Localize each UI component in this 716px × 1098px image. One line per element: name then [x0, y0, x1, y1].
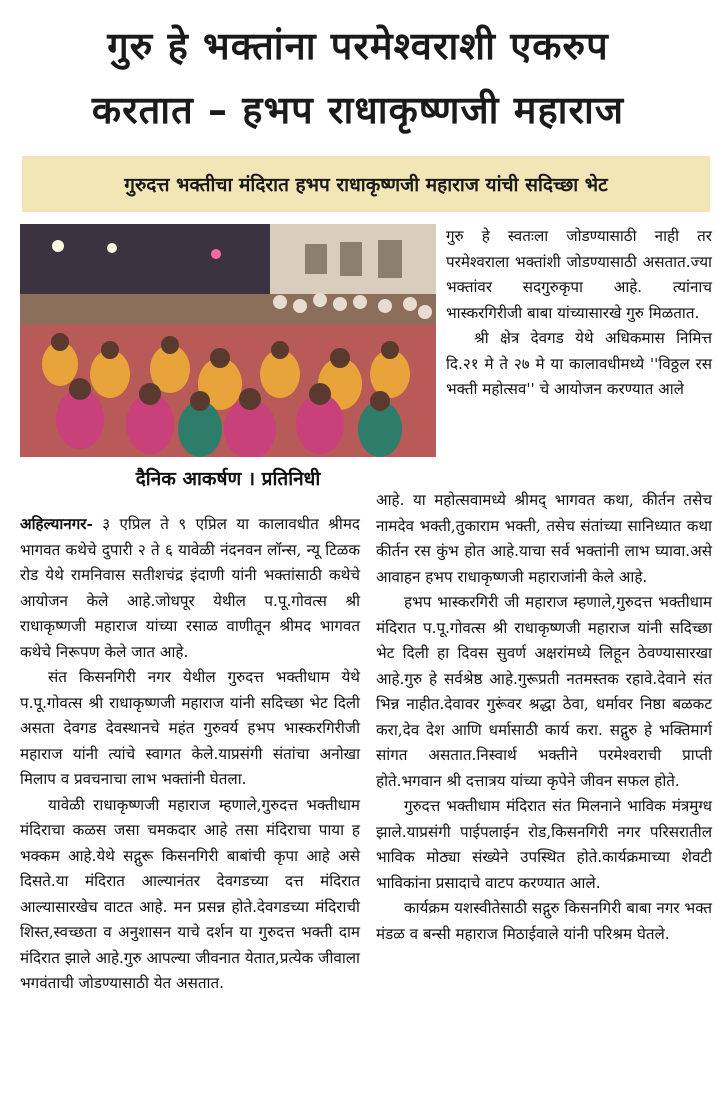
paragraph-4: गुरु हे स्वतःला जोडण्यासाठी नाही तर परमेश्वराला भक्तांशी जोडण्यासाठी असतात.ज्या भक्तांवर सदगुरुकृपा आहे. त्यांनाच भास्करगिरीजी बाबा यांच्यासारखे गुरु मिळतात. [446, 227, 712, 322]
paragraph-8: कार्यक्रम यशस्वीतेसाठी सद्गुरु किसनगिरी बाबा नगर भक्त मंडळ व बन्सी महाराज मिठाईवाले यांनी परिश्रम घेतले. [376, 899, 712, 943]
paragraph-7: गुरुदत्त भक्तीधाम मंदिरात संत मिलनाने भाविक मंत्रमुग्ध झाले.याप्रसंगी पाईपलाईन रोड,किसनगिरी नगर परिसरातील भाविक मोठ्या संख्येने उपस्थित होते.कार्यक्रमाच्या शेवटी भाविकांना प्रसादाचे वाटप करण्यात आले. [376, 797, 712, 892]
subheadline-banner [22, 156, 710, 212]
article-column-right-bottom [376, 488, 712, 947]
paragraph-2: संत किसनगिरी नगर येथील गुरुदत्त भक्तीधाम येथे प.पू.गोवत्स श्री राधाकृष्णजी महाराज यांनी सदिच्छा भेट दिली असता देवगड देवस्थानचे महंत गुरुवर्य हभप भास्करगिरीजी महाराज यांनी त्यांचे स्वागत केले.याप्रसंगी संतांचा अनोखा मिलाप व प्रवचनाचा लाभ भक्तांनी घेतला. [20, 668, 360, 788]
headline-line-1: गुरु हे भक्तांना परमेश्वराशी एकरुप [107, 24, 609, 68]
paragraph-3: यावेळी राधाकृष्णजी महाराज म्हणाले,गुरुदत्त भक्तीधाम मंदिराचा कळस जसा चमकदार आहे तसा मंदिराचा पाया ह भक्कम आहे.येथे सद्गुरू किसनगिरी बाबांची कृपा आहे असे दिसते.या मंदिरात आल्यानंतर देवगडच्या दत्त मंदिरात आल्यासारखेच वाटत आहे. मन प्रसन्न होते.देवगडच्या मंदिराची शिस्त,स्वच्छता व अनुशासन याचे दर्शन या गुरुदत्त भक्ती दाम मंदिरात झाले आहे.गुरु आपल्या जीवनात येतात,प्रत्येक जीवाला भगवंताची जोडण्यासाठी येत असतात. [20, 795, 360, 992]
paragraph-5: श्री क्षेत्र देवगड येथे अधिकमास निमित्त दि.२१ मे ते २७ मे या कालावधीमध्ये ''विठ्ठल रस भक्ती महोत्सव'' चे आयोजन करण्यात आले [446, 329, 712, 398]
paragraph-6: हभप भास्करगिरी जी महाराज म्हणाले,गुरुदत्त भक्तीधाम मंदिरात प.पू.गोवत्स श्री राधाकृष्णजी महाराज यांनी सदिच्छा भेट दिली हा दिवस सुवर्ण अक्षरांमध्ये लिहून ठेवण्यासारखा आहे.गुरु हे सर्वश्रेष्ठ आहे.गुरूप्रती नतमस्तक रहावे.देवाने संत भिन्न नाहीत.देवावर गुरूंवर श्रद्धा ठेवा, धर्मावर निष्ठा बळकट करा,देव देश आणि धर्मासाठी कार्य करा. सद्गुरु हे भक्तिमार्ग सांगत असतात.निस्वार्थ भक्तीने परमेश्वराची प्राप्ती होते.भगवान श्री दत्तात्रय यांच्या कृपेने जीवन सफल होते. [376, 593, 712, 790]
paragraph-1 [20, 512, 360, 665]
paragraph-5-continued: आहे. या महोत्सवामध्ये श्रीमद् भागवत कथा, कीर्तन तसेच नामदेव भक्ती,तुकाराम भक्ती, तसेच संतांच्या सानिध्यात कथा कीर्तन रस कुंभ होत आहे.याचा सर्व भक्तांनी लाभ घ्यावा.असे आवाहन हभप राधाकृष्णजी महाराजांनी केले आहे. [376, 491, 712, 586]
dateline: अहिल्यानगर- [20, 515, 93, 533]
event-photo-illustration [20, 224, 436, 457]
article-column-right-top [446, 224, 712, 403]
paragraph-1-text: ३ एप्रिल ते ९ एप्रिल या कालावधीत श्रीमद भागवत कथेचे दुपारी २ ते ६ यावेळी नंदनवन लॉन्स, न्यू टिळक रोड येथे रामनिवास सतीशचंद्र इंदाणी यांनी भक्तांसाठी कथेचे आयोजन केले आहे.जोधपूर येथील प.पू.गोवत्स श्री राधाकृष्णजी महाराज यांच्या रसाळ वाणीतून श्रीमद भागवत कथेचे निरूपण केले जात आहे. [20, 515, 360, 661]
subheadline-text: गुरुदत्त भक्तीचा मंदिरात हभप राधाकृष्णजी महाराज यांची सदिच्छा भेट [124, 174, 608, 196]
byline: दैनिक आकर्षण । प्रतिनिधी [135, 468, 321, 490]
article-column-left [20, 512, 360, 997]
headline-line-2: करतात – हभप राधाकृष्णजी महाराज [91, 88, 625, 132]
event-photo [20, 224, 436, 457]
